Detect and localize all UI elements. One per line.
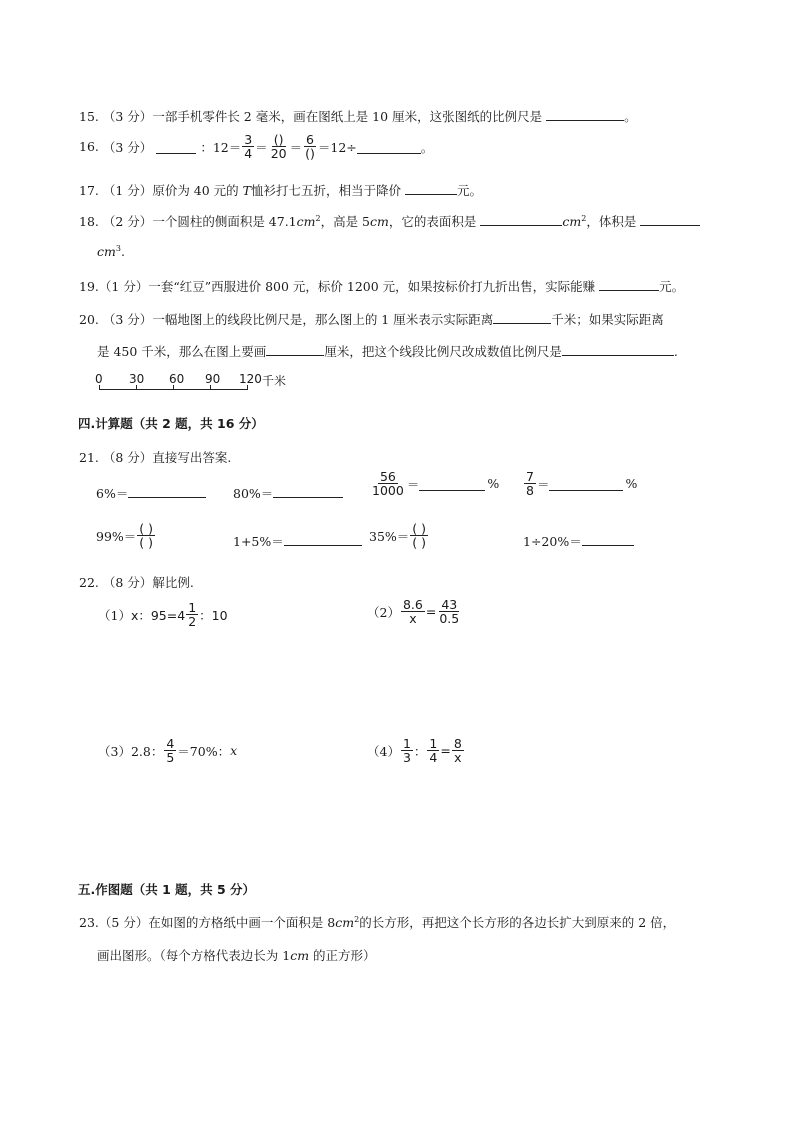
question-number: 23. <box>79 915 99 930</box>
equals-sign: ＝ <box>406 476 420 492</box>
answer-blank[interactable] <box>156 139 196 154</box>
fraction-denominator[interactable]: () <box>305 146 315 162</box>
question-text: 恤衫打七五折，相当于降价 <box>251 183 402 198</box>
equals-sign: ＝ <box>255 139 268 155</box>
proportion-2 <box>367 598 462 625</box>
fraction-denominator[interactable]: ( ) <box>412 535 427 551</box>
question-text: 的正方形） <box>309 948 376 963</box>
proportion-1 <box>98 601 228 628</box>
fraction-denominator: 8 <box>526 483 534 499</box>
question-text: 一套“红豆”西服进价 800 元，标价 1200 元，如果按标价打九折出售，实际能赚 <box>148 279 596 294</box>
question-16 <box>79 133 433 160</box>
fraction-denominator: x <box>409 611 417 627</box>
fraction-numerator: 43 <box>441 597 458 612</box>
calc-item-h <box>523 531 634 550</box>
exponent: 2 <box>581 213 587 223</box>
exponent: 3 <box>115 244 121 253</box>
colon-text: ：12＝ <box>200 139 242 155</box>
question-17 <box>79 180 482 199</box>
fraction-numerator: 56 <box>379 469 396 484</box>
fraction-8-x <box>452 737 464 764</box>
equals-sign: ＝ <box>536 476 550 492</box>
fraction-1-2 <box>186 601 198 628</box>
fraction-denominator: 3 <box>402 750 411 766</box>
calc-item-f <box>233 531 362 550</box>
fraction-numerator[interactable]: ( ) <box>139 521 154 536</box>
equation-text: ：10 <box>199 607 228 623</box>
fraction-denominator: 1000 <box>372 483 404 499</box>
question-number: 20. <box>79 312 99 327</box>
calc-item-e <box>96 522 156 549</box>
proportion-4 <box>367 737 465 764</box>
answer-blank[interactable] <box>562 341 674 356</box>
question-number: 22. <box>79 575 99 590</box>
variable-x: x <box>230 743 238 759</box>
question-score: （3 分） <box>102 312 153 327</box>
question-23 <box>79 913 675 931</box>
question-score: （5 分） <box>98 915 149 930</box>
punctuation: . <box>120 244 125 260</box>
question-text: ，高是 5 <box>320 214 371 229</box>
fraction-numerator[interactable]: () <box>273 132 284 147</box>
question-text: 厘米，把这个线段比例尺改成数值比例尺是 <box>324 344 562 359</box>
answer-blank[interactable] <box>480 211 562 226</box>
answer-blank[interactable] <box>493 309 551 324</box>
question-score: （8 分） <box>102 450 153 465</box>
answer-blank[interactable] <box>266 341 324 356</box>
sub-question-label: （2） <box>367 604 400 620</box>
question-23-cont <box>97 946 376 964</box>
t-letter: T <box>242 183 251 198</box>
question-number: 19. <box>79 279 99 294</box>
scale-tick-label: 30 <box>129 372 145 386</box>
question-score: （3 分） <box>102 139 153 155</box>
fraction-denominator[interactable]: ( ) <box>139 535 154 551</box>
unit-text: cm <box>370 214 389 229</box>
calc-expression: 1+5%＝ <box>233 534 284 549</box>
punctuation: 。 <box>624 109 637 124</box>
calc-expression: 80%＝ <box>233 486 274 501</box>
question-score: （8 分） <box>102 575 153 590</box>
scale-tick <box>136 385 137 390</box>
unit-text: 元。 <box>659 279 685 294</box>
equation-text: ＝70%： <box>177 743 231 759</box>
equals-sign: = <box>440 743 451 759</box>
fraction-denominator: 4 <box>429 750 438 766</box>
calc-expression: 6%＝ <box>96 486 129 501</box>
fraction-56-1000 <box>370 470 406 497</box>
fraction-blank[interactable] <box>137 522 155 549</box>
percent-sign: % <box>487 476 500 492</box>
question-text: 原价为 40 元的 <box>152 183 239 198</box>
punctuation: . <box>673 344 678 359</box>
ratio-sign: ： <box>413 743 427 759</box>
question-number: 18. <box>79 214 99 229</box>
fraction-blank-20 <box>269 133 289 160</box>
fraction-7-8 <box>524 470 536 497</box>
fraction-denominator: 4 <box>244 146 253 162</box>
question-number: 15. <box>79 109 99 124</box>
exponent: 2 <box>354 914 360 924</box>
question-score: （3 分） <box>102 109 153 124</box>
question-text: 一个圆柱的侧面积是 47.1 <box>152 214 297 229</box>
fraction-numerator: 4 <box>166 736 175 751</box>
fraction-denominator: 0.5 <box>439 611 460 627</box>
fraction-4-5 <box>164 737 176 764</box>
fraction-denominator: x <box>454 750 462 766</box>
question-text: 一幅地图上的线段比例尺是，那么图上的 1 厘米表示实际距离 <box>152 312 494 327</box>
section-4-heading: 四.计算题（共 2 题，共 16 分） <box>78 416 264 431</box>
question-20-cont <box>97 341 678 360</box>
fraction-numerator: 1 <box>402 736 411 751</box>
answer-blank[interactable] <box>599 276 659 291</box>
fraction-numerator: 7 <box>526 469 534 484</box>
calc-item-g <box>369 522 429 549</box>
fraction-numerator: 3 <box>244 132 253 147</box>
question-19 <box>79 276 684 295</box>
punctuation: 。 <box>420 139 434 155</box>
fraction-blank[interactable] <box>410 522 428 549</box>
question-number: 21. <box>79 450 99 465</box>
question-18-cont <box>97 244 125 259</box>
fraction-numerator: 1 <box>429 736 438 751</box>
calc-item-b <box>233 483 343 502</box>
fraction-6-blank <box>303 133 317 160</box>
equation-text: 2.8： <box>130 743 164 759</box>
question-number: 17. <box>79 183 99 198</box>
question-text: 一部手机零件长 2 毫米，画在图纸上是 10 厘米，这张图纸的比例尺是 <box>152 109 543 124</box>
sub-question-label: （1） <box>98 607 131 623</box>
exponent: 2 <box>315 213 321 223</box>
unit-text: cm <box>97 244 116 260</box>
fraction-3-4 <box>242 133 254 160</box>
scale-tick <box>173 385 174 390</box>
question-21 <box>79 448 231 466</box>
calc-item-a <box>96 483 206 502</box>
answer-blank[interactable] <box>549 476 623 491</box>
proportion-3 <box>98 737 237 764</box>
fraction-numerator: 6 <box>306 132 314 147</box>
equation-text: x：95=4 <box>130 607 186 623</box>
unit-text: cm <box>290 948 310 963</box>
answer-blank[interactable] <box>419 476 485 491</box>
question-score: （2 分） <box>102 214 153 229</box>
fraction-1-4 <box>427 737 439 764</box>
question-number: 16. <box>79 139 99 155</box>
answer-blank[interactable] <box>273 483 343 498</box>
question-text: ，体积是 <box>586 214 637 229</box>
question-text: 在如图的方格纸中画一个面积是 8 <box>148 915 336 930</box>
sub-question-label: （4） <box>367 743 400 759</box>
question-score: （1 分） <box>102 183 153 198</box>
question-15 <box>79 106 637 125</box>
unit-text: cm <box>562 214 582 229</box>
calc-expression: 99%＝ <box>96 528 137 544</box>
scale-tick <box>247 385 248 390</box>
answer-blank[interactable] <box>284 531 362 546</box>
unit-text: cm <box>335 915 355 930</box>
equals-sign: ＝ <box>289 139 303 155</box>
scale-tick-label: 60 <box>169 372 185 386</box>
calc-expression: 35%＝ <box>369 528 410 544</box>
fraction-denominator: 20 <box>270 146 287 162</box>
scale-unit-label: 千米 <box>262 374 287 388</box>
fraction-numerator[interactable]: ( ) <box>412 521 427 536</box>
question-text: 画出图形。（每个方格代表边长为 1 <box>97 948 291 963</box>
question-text: 的长方形，再把这个长方形的各边长扩大到原来的 2 倍， <box>359 915 676 930</box>
question-text: 解比例. <box>152 575 194 590</box>
calc-item-c <box>369 470 499 497</box>
scale-tick <box>99 385 100 390</box>
question-text: 是 450 千米，那么在图上要画 <box>97 344 267 359</box>
fraction-numerator: 8 <box>453 736 462 751</box>
question-18 <box>79 211 700 230</box>
scale-tick-label: 120 <box>239 372 262 386</box>
question-text: ，它的表面积是 <box>388 214 477 229</box>
calc-item-d <box>523 470 637 497</box>
fraction-43-0.5 <box>437 598 461 625</box>
unit-text: cm <box>296 214 316 229</box>
answer-blank[interactable] <box>640 211 700 226</box>
equals-sign: = <box>425 604 437 620</box>
fraction-numerator: 8.6 <box>402 597 423 612</box>
answer-blank[interactable] <box>405 180 457 195</box>
question-text: 直接写出答案. <box>152 450 232 465</box>
division-text: ＝12÷ <box>317 139 357 155</box>
question-22 <box>79 573 194 591</box>
fraction-denominator: 5 <box>166 750 175 766</box>
unit-text: 元。 <box>457 183 483 198</box>
answer-blank[interactable] <box>357 139 421 154</box>
answer-blank[interactable] <box>582 531 634 546</box>
sub-question-label: （3） <box>98 743 131 759</box>
question-text: 千米；如果实际距离 <box>551 312 664 327</box>
fraction-1-3 <box>401 737 413 764</box>
scale-tick-label: 90 <box>205 372 221 386</box>
scale-tick <box>210 385 211 390</box>
fraction-denominator: 2 <box>188 614 197 630</box>
answer-blank[interactable] <box>546 106 624 121</box>
section-5-heading: 五.作图题（共 1 题，共 5 分） <box>78 882 256 897</box>
question-score: （1 分） <box>98 279 149 294</box>
fraction-numerator: 1 <box>188 600 197 615</box>
percent-sign: % <box>625 476 638 492</box>
question-20 <box>79 309 664 328</box>
line-scale-bar <box>91 372 287 396</box>
answer-blank[interactable] <box>128 483 206 498</box>
fraction-8.6-x <box>401 598 425 625</box>
calc-expression: 1÷20%＝ <box>523 534 582 549</box>
scale-tick-label: 0 <box>95 372 103 386</box>
